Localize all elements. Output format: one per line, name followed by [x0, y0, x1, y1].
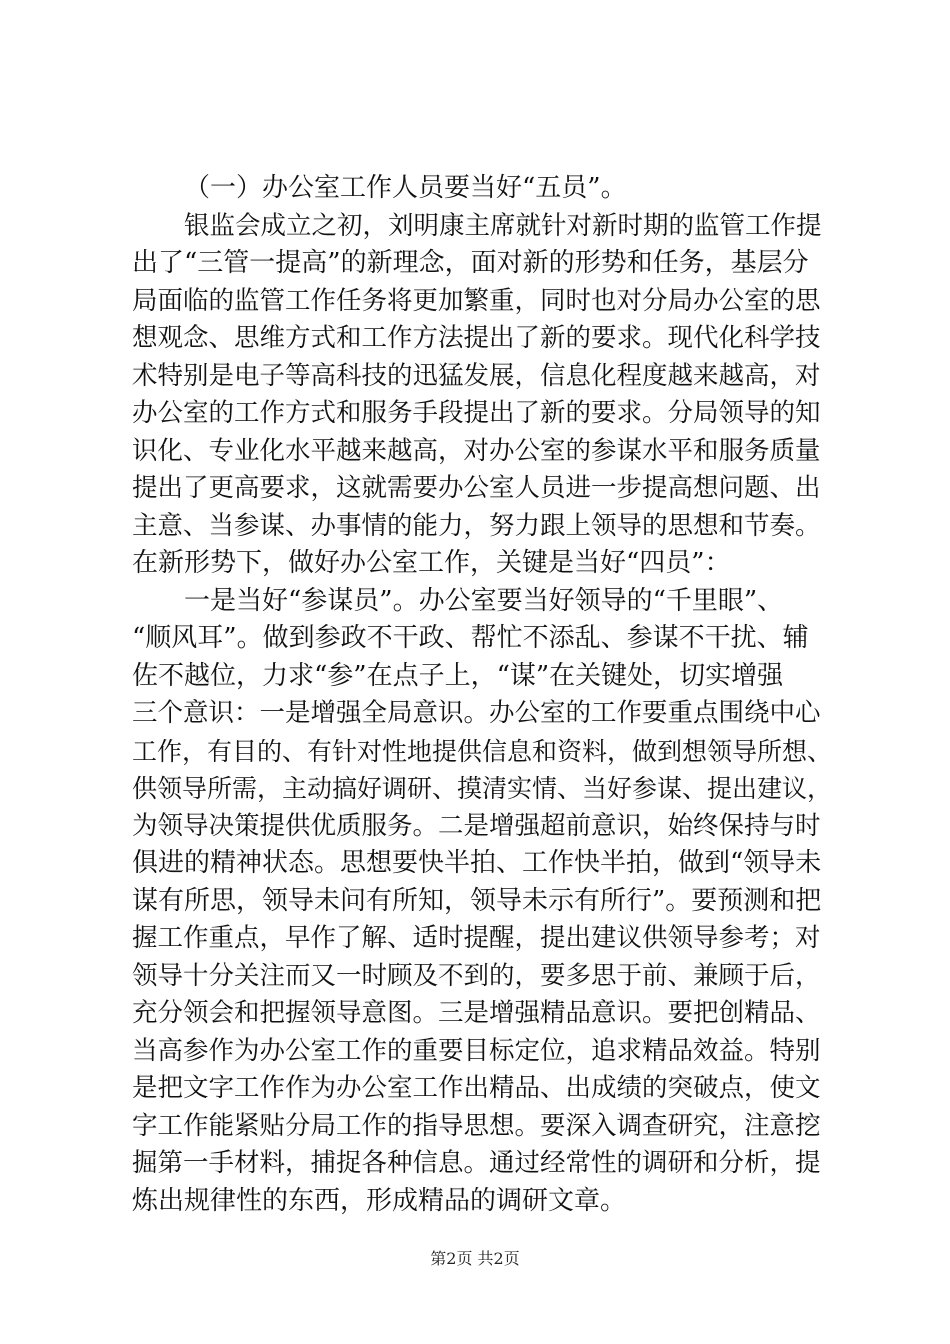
text-line: 掘第一手材料，捕捉各种信息。通过经常性的调研和分析，提	[132, 1148, 821, 1178]
text-line: 提出了更高要求，这就需要办公室人员进一步提高想问题、出	[132, 473, 821, 503]
text-line: 为领导决策提供优质服务。二是增强超前意识，始终保持与时	[132, 810, 821, 841]
text-line: 局面临的监管工作任务将更加繁重，同时也对分局办公室的思	[132, 285, 821, 316]
text-line: 出了“三管一提高”的新理念，面对新的形势和任务，基层分	[132, 248, 809, 278]
text-line: 充分领会和把握领导意图。三是增强精品意识。要把创精品、	[132, 998, 821, 1028]
text-line: 识化、专业化水平越来越高，对办公室的参谋水平和服务质量	[132, 435, 821, 466]
text-line: 三个意识：一是增强全局意识。办公室的工作要重点围绕中心	[132, 698, 821, 728]
text-line: 想观念、思维方式和工作方法提出了新的要求。现代化科学技	[132, 323, 821, 353]
text-line: 是把文字工作作为办公室工作出精品、出成绩的突破点，使文	[132, 1073, 821, 1103]
text-line: 俱进的精神状态。思想要快半拍、工作快半拍，做到“领导未	[132, 848, 822, 878]
text-line: 工作，有目的、有针对性地提供信息和资料，做到想领导所想、	[132, 736, 833, 766]
text-line: 佐不越位，力求“参”在点子上，“谋”在关键处，切实增强	[132, 660, 784, 691]
text-line: “顺风耳”。做到参政不干政、帮忙不添乱、参谋不干扰、辅	[132, 623, 809, 653]
text-line: （一）办公室工作人员要当好“五员”。	[184, 173, 627, 203]
text-line: 握工作重点，早作了解、适时提醒，提出建议供领导参考；对	[132, 923, 821, 953]
text-line: 供领导所需，主动搞好调研、摸清实情、当好参谋、提出建议，	[132, 774, 833, 803]
text-line: 术特别是电子等高科技的迅猛发展，信息化程度越来越高，对	[132, 360, 821, 391]
text-line: 银监会成立之初，刘明康主席就针对新时期的监管工作提	[184, 210, 822, 241]
text-line: 在新形势下，做好办公室工作，关键是当好“四员”：	[132, 548, 731, 578]
text-line: 领导十分关注而又一时顾及不到的，要多思于前、兼顾于后，	[132, 960, 821, 991]
text-line: 当高参作为办公室工作的重要目标定位，追求精品效益。特别	[132, 1035, 821, 1066]
text-line: 一是当好“参谋员”。办公室要当好领导的“千里眼”、	[184, 585, 784, 616]
text-line: 谋有所思，领导未问有所知，领导未示有所行”。要预测和把	[132, 885, 822, 916]
text-line: 炼出规律性的东西，形成精品的调研文章。	[132, 1185, 627, 1216]
text-line: 主意、当参谋、办事情的能力，努力跟上领导的思想和节奏。	[132, 510, 821, 541]
page-footer: 第2页 共2页	[430, 1249, 520, 1268]
body-text	[132, 170, 832, 1220]
text-line: 字工作能紧贴分局工作的指导思想。要深入调查研究，注意挖	[132, 1110, 821, 1141]
text-line: 办公室的工作方式和服务手段提出了新的要求。分局领导的知	[132, 398, 821, 428]
